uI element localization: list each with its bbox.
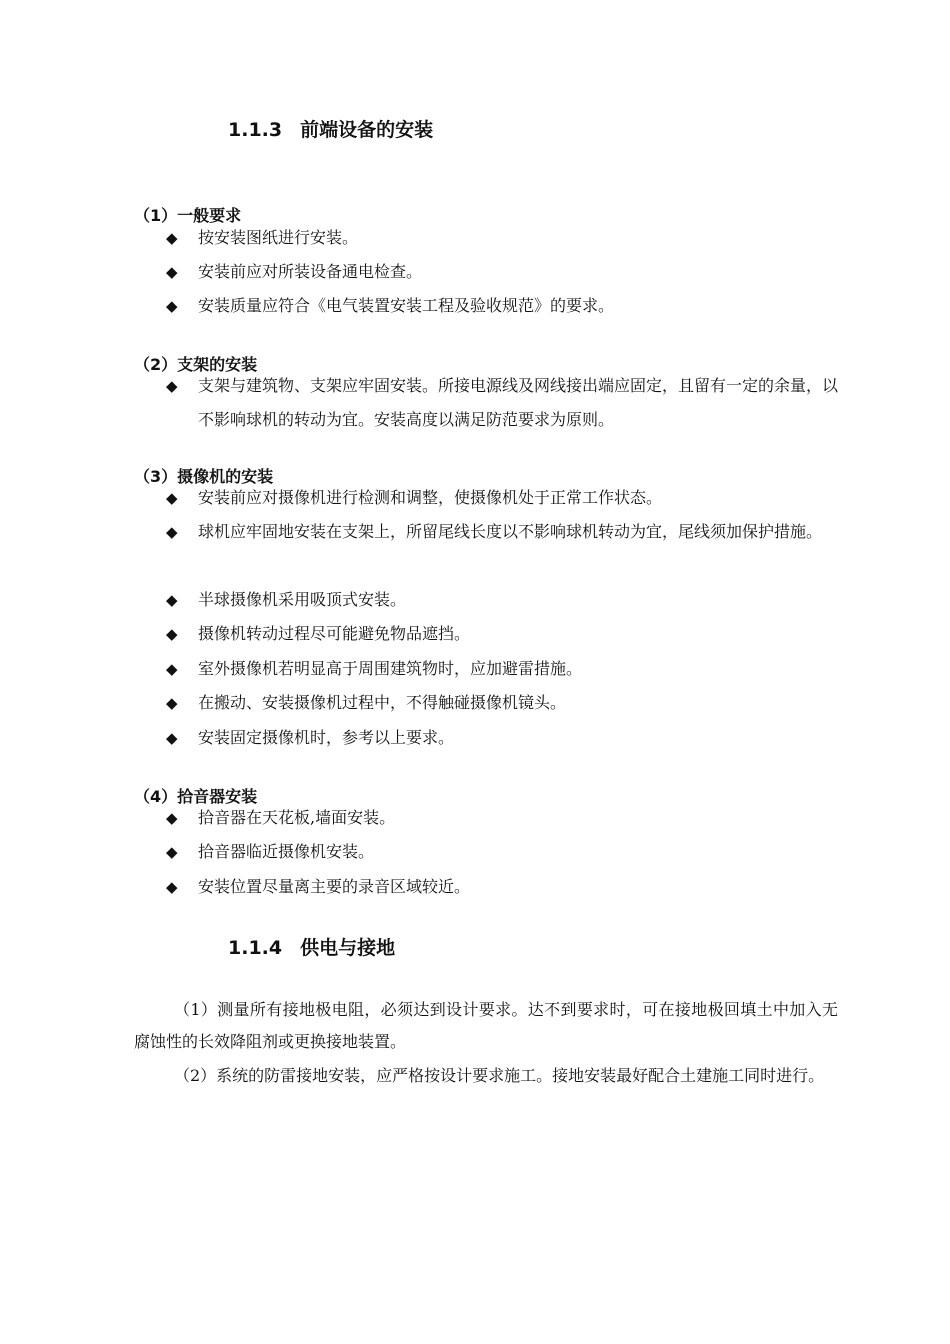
list-item: ◆ 半球摄像机采用吸顶式安装。 <box>166 583 838 617</box>
paragraph-grounding-2: （2）系统的防雷接地安装，应严格按设计要求施工。接地安装最好配合土建施工同时进行。 <box>174 1066 825 1085</box>
diamond-bullet-icon: ◆ <box>166 523 178 541</box>
section-heading-1-1-3 <box>228 118 433 142</box>
list-item: ◆ 摄像机转动过程尽可能避免物品遮挡。 <box>166 617 838 651</box>
section-number: 1.1.4 <box>228 937 283 959</box>
diamond-bullet-icon: ◆ <box>166 809 178 827</box>
diamond-bullet-icon: ◆ <box>166 729 178 747</box>
list-item: ◆ 拾音器临近摄像机安装。 <box>166 835 838 869</box>
list-item: ◆ 球机应牢固地安装在支架上，所留尾线长度以不影响球机转动为宜，尾线须加保护措施。 <box>166 515 838 549</box>
list-item: ◆ 安装质量应符合《电气装置安装工程及验收规范》的要求。 <box>166 289 838 323</box>
list-item: ◆ 在搬动、安装摄像机过程中，不得触碰摄像机镜头。 <box>166 686 838 720</box>
list-item: ◆ 按安装图纸进行安装。 <box>166 221 838 255</box>
list-item: ◆ 拾音器在天花板,墙面安装。 <box>166 801 838 835</box>
diamond-bullet-icon: ◆ <box>166 694 178 712</box>
list-item: ◆ 安装位置尽量离主要的录音区域较近。 <box>166 870 838 904</box>
diamond-bullet-icon: ◆ <box>166 263 178 281</box>
diamond-bullet-icon: ◆ <box>166 843 178 861</box>
section-number: 1.1.3 <box>228 119 283 141</box>
list-item: ◆ 安装前应对摄像机进行检测和调整，使摄像机处于正常工作状态。 <box>166 481 838 515</box>
diamond-bullet-icon: ◆ <box>166 229 178 247</box>
diamond-bullet-icon: ◆ <box>166 297 178 315</box>
paragraph-grounding-1: （1）测量所有接地极电阻，必须达到设计要求。达不到要求时，可在接地极回填土中加入无腐蚀性的长效降阻剂或更换接地装置。 <box>134 1000 838 1051</box>
subsection-title-camera: （3）摄像机的安装 <box>134 467 274 486</box>
diamond-bullet-icon: ◆ <box>166 878 178 896</box>
diamond-bullet-icon: ◆ <box>166 591 178 609</box>
subsection-title-microphone: （4）拾音器安装 <box>134 787 258 806</box>
section-title: 前端设备的安装 <box>300 119 434 141</box>
list-item: ◆ 安装前应对所装设备通电检查。 <box>166 255 838 289</box>
section-title: 供电与接地 <box>300 937 396 959</box>
diamond-bullet-icon: ◆ <box>166 377 178 395</box>
diamond-bullet-icon: ◆ <box>166 625 178 643</box>
section-heading-1-1-4 <box>228 936 395 960</box>
list-item: ◆ 支架与建筑物、支架应牢固安装。所接电源线及网线接出端应固定，且留有一定的余量，以不影响球机的转动为宜。安装高度以满足防范要求为原则。 <box>166 369 838 437</box>
list-item: ◆ 室外摄像机若明显高于周围建筑物时，应加避雷措施。 <box>166 652 838 686</box>
diamond-bullet-icon: ◆ <box>166 489 178 507</box>
subsection-title-bracket: （2）支架的安装 <box>134 355 258 374</box>
list-item: ◆ 安装固定摄像机时，参考以上要求。 <box>166 721 838 755</box>
subsection-title-general: （1）一般要求 <box>134 206 242 225</box>
diamond-bullet-icon: ◆ <box>166 660 178 678</box>
